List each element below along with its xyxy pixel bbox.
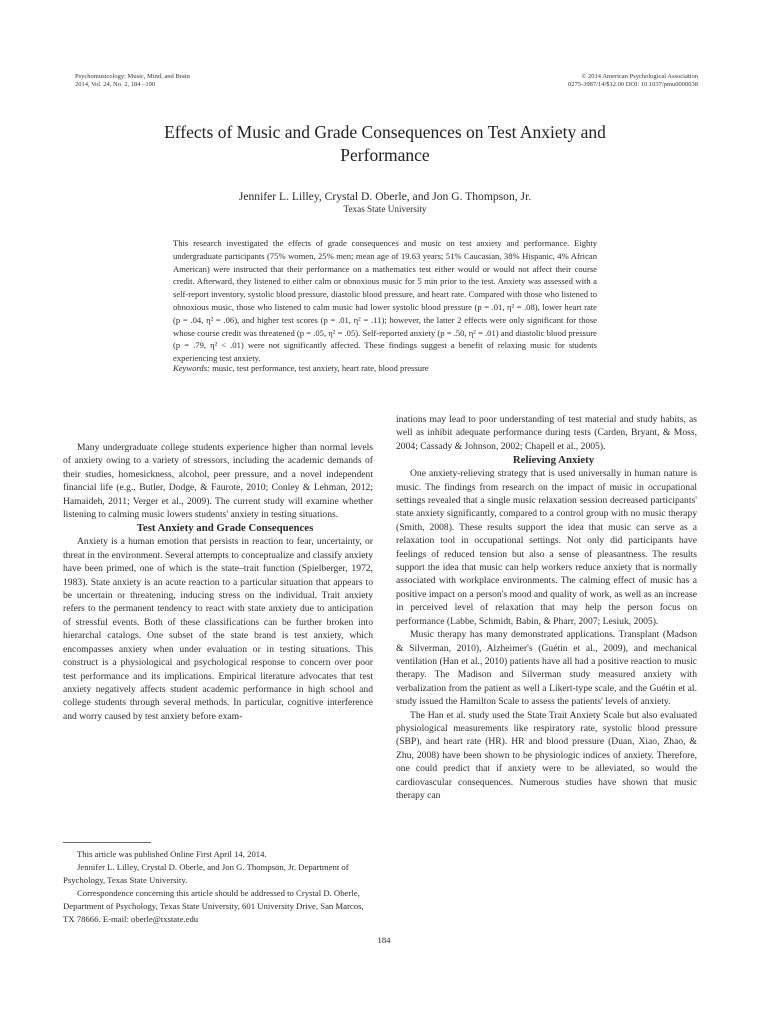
- intro-paragraph: Many undergraduate college students experience higher than normal levels of anxiety owing to a variety of stressors, including the academic demands of their studies, homesickness, alcohol, peer pressure, and a novel independent financial life (e.g., Butler, Dodge, & Faurote, 2010; Conley & Lehman, 2012; Hamaideh, 2011; Verger et al., 2009). The current study will examine whether listening to calming music lowers students' anxiety in testing situations.: [63, 442, 373, 521]
- running-header-right: [568, 73, 698, 89]
- affiliation: Texas State University: [343, 204, 427, 214]
- section-heading-test-anxiety: Test Anxiety and Grade Consequences: [136, 522, 314, 535]
- keywords: [173, 362, 597, 374]
- section2-paragraph-1: One anxiety-relieving strategy that is used universally in human nature is music. The findings from research on the impact of music in occupational settings revealed that a single music relaxation session decreased participants' state anxiety significantly, compared to a control group with no music therapy (Smith, 2008). These results support the idea that music can serve as a relaxation tool in occupational settings. Not only did participants have feelings of reduced tension but also a sense of pleasantness. The results support the idea that music can help workers reduce anxiety that is normally associated with workplace environments. The calming effect of music has a positive impact on a person's mood and quality of work, as well as an increase in perceived level of relaxation that may help the person focus on performance (Labbe, Schmidt, Babin, & Pharr, 2007; Lesiuk, 2005).: [396, 468, 697, 627]
- section-heading-relieving-anxiety: Relieving Anxiety: [512, 454, 595, 467]
- keywords-label: Keywords:: [173, 363, 210, 373]
- title-line-2: Performance: [340, 145, 430, 165]
- section1-paragraph: Anxiety is a human emotion that persists in reaction to fear, uncertainty, or threat in the environment. Several attempts to conceptualize and classify anxiety have been primed, one of which is the state–trait function (Spielberger, 1972, 1983). State anxiety is an acute reaction to a particular situation that appears to be uncertain or threatening, inducing stress on the individual. Trait anxiety refers to the permanent tendency to react with state anxiety due to anticipation of stressful events. Both of these classifications can be further broken into hierarchal catalogs. One subset of the state brand is test anxiety, which encompasses anxiety when under evaluation or in testing situations. This construct is a physiological and psychological response to concern over poor test performance and its implications. Empirical literature advocates that test anxiety negatively affects student academic performance in high school and college students through several methods. In particular, cognitive interference and worry caused by test anxiety before exam-: [63, 536, 373, 722]
- author-list: Jennifer L. Lilley, Crystal D. Oberle, and Jon G. Thompson, Jr.: [238, 190, 532, 203]
- article-title: [90, 121, 680, 167]
- journal-name: Psychomusicology: Music, Mind, and Brain: [75, 73, 190, 80]
- journal-volume: 2014, Vol. 24, No. 2, 184 –190: [75, 81, 156, 88]
- left-column: [63, 441, 373, 723]
- page-number: 184: [377, 935, 391, 945]
- continuation-paragraph: inations may lead to poor understanding of test material and study habits, as well as inhibit adequate performance during tests (Carden, Bryant, & Moss, 2004; Cassady & Johnson, 2002; Chapell et al., 2005).: [396, 414, 697, 452]
- running-header-left: [75, 73, 190, 89]
- footnote-publication: This article was published Online First April 14, 2014.: [77, 849, 267, 859]
- copyright-line: © 2014 American Psychological Association: [581, 73, 698, 80]
- footnote-affiliation: Jennifer L. Lilley, Crystal D. Oberle, and Jon G. Thompson, Jr. Department of Psychology, Texas State University.: [63, 862, 349, 885]
- title-line-1: Effects of Music and Grade Consequences on Test Anxiety and: [164, 122, 606, 142]
- footnote-divider: [63, 842, 151, 843]
- section2-paragraph-3: The Han et al. study used the State Trait Anxiety Scale but also evaluated physiological measurements like respiratory rate, systolic blood pressure (SBP), and heart rate (HR). HR and blood pressure (Duan, Xiao, Zhao, & Zhu, 2008) have been shown to be physiologic indices of anxiety. Therefore, one could predict that if anxiety were to be alleviated, so would the cardiovascular consequences. Numerous studies have shown that music therapy can: [396, 709, 697, 801]
- section2-paragraph-2: Music therapy has many demonstrated applications. Transplant (Madson & Silverman, 2010), Alzheimer's (Guétin et al., 2009), and mechanical ventilation (Han et al., 2010) patients have all had a positive reaction to music therapy. The Madison and Silverman study measured anxiety with verbalization from the patient as well a Likert-type scale, and the Guétin et al. study issued the Hamilton Scale to assess the patients' levels of anxiety.: [396, 629, 697, 708]
- right-column: [396, 413, 697, 802]
- abstract: This research investigated the effects of grade consequences and music on test anxiety and performance. Eighty undergraduate participants (75% women, 25% men; mean age of 19.63 years; 51% Caucasian, 38% Hispanic, 4% African American) were instructed that their performance on a mathematics test either would or would not affect their course credit. Afterward, they listened to either calm or obnoxious music for 5 min prior to the test. Anxiety was assessed with a self-report inventory, systolic blood pressure, diastolic blood pressure, and heart rate. Compared with those who listened to obnoxious music, those who listened to calm music had lower systolic blood pressure (p = .01, η² = .08), lower heart rate (p = .04, η² = .06), and higher test scores (p = .01, η² = .11); however, the latter 2 effects were only significant for those whose course credit was threatened (p = .05, η² = .05). Self-reported anxiety (p = .50, η² = .01) and diastolic blood pressure (p = .79, η² < .01) were not significantly affected. These findings suggest a benefit of relaxing music for students experiencing test anxiety.: [173, 238, 597, 364]
- keywords-list: music, test performance, test anxiety, heart rate, blood pressure: [212, 363, 429, 373]
- doi-line: 0275-3987/14/$12.00 DOI: 10.1037/pmu0000038: [568, 81, 698, 88]
- footnote-correspondence: Correspondence concerning this article should be addressed to Crystal D. Oberle, Department of Psychology, Texas State University, 601 University Drive, San Marcos, TX 78666. E-mail: oberle@txstate.edu: [63, 888, 364, 924]
- footnote: [63, 848, 373, 926]
